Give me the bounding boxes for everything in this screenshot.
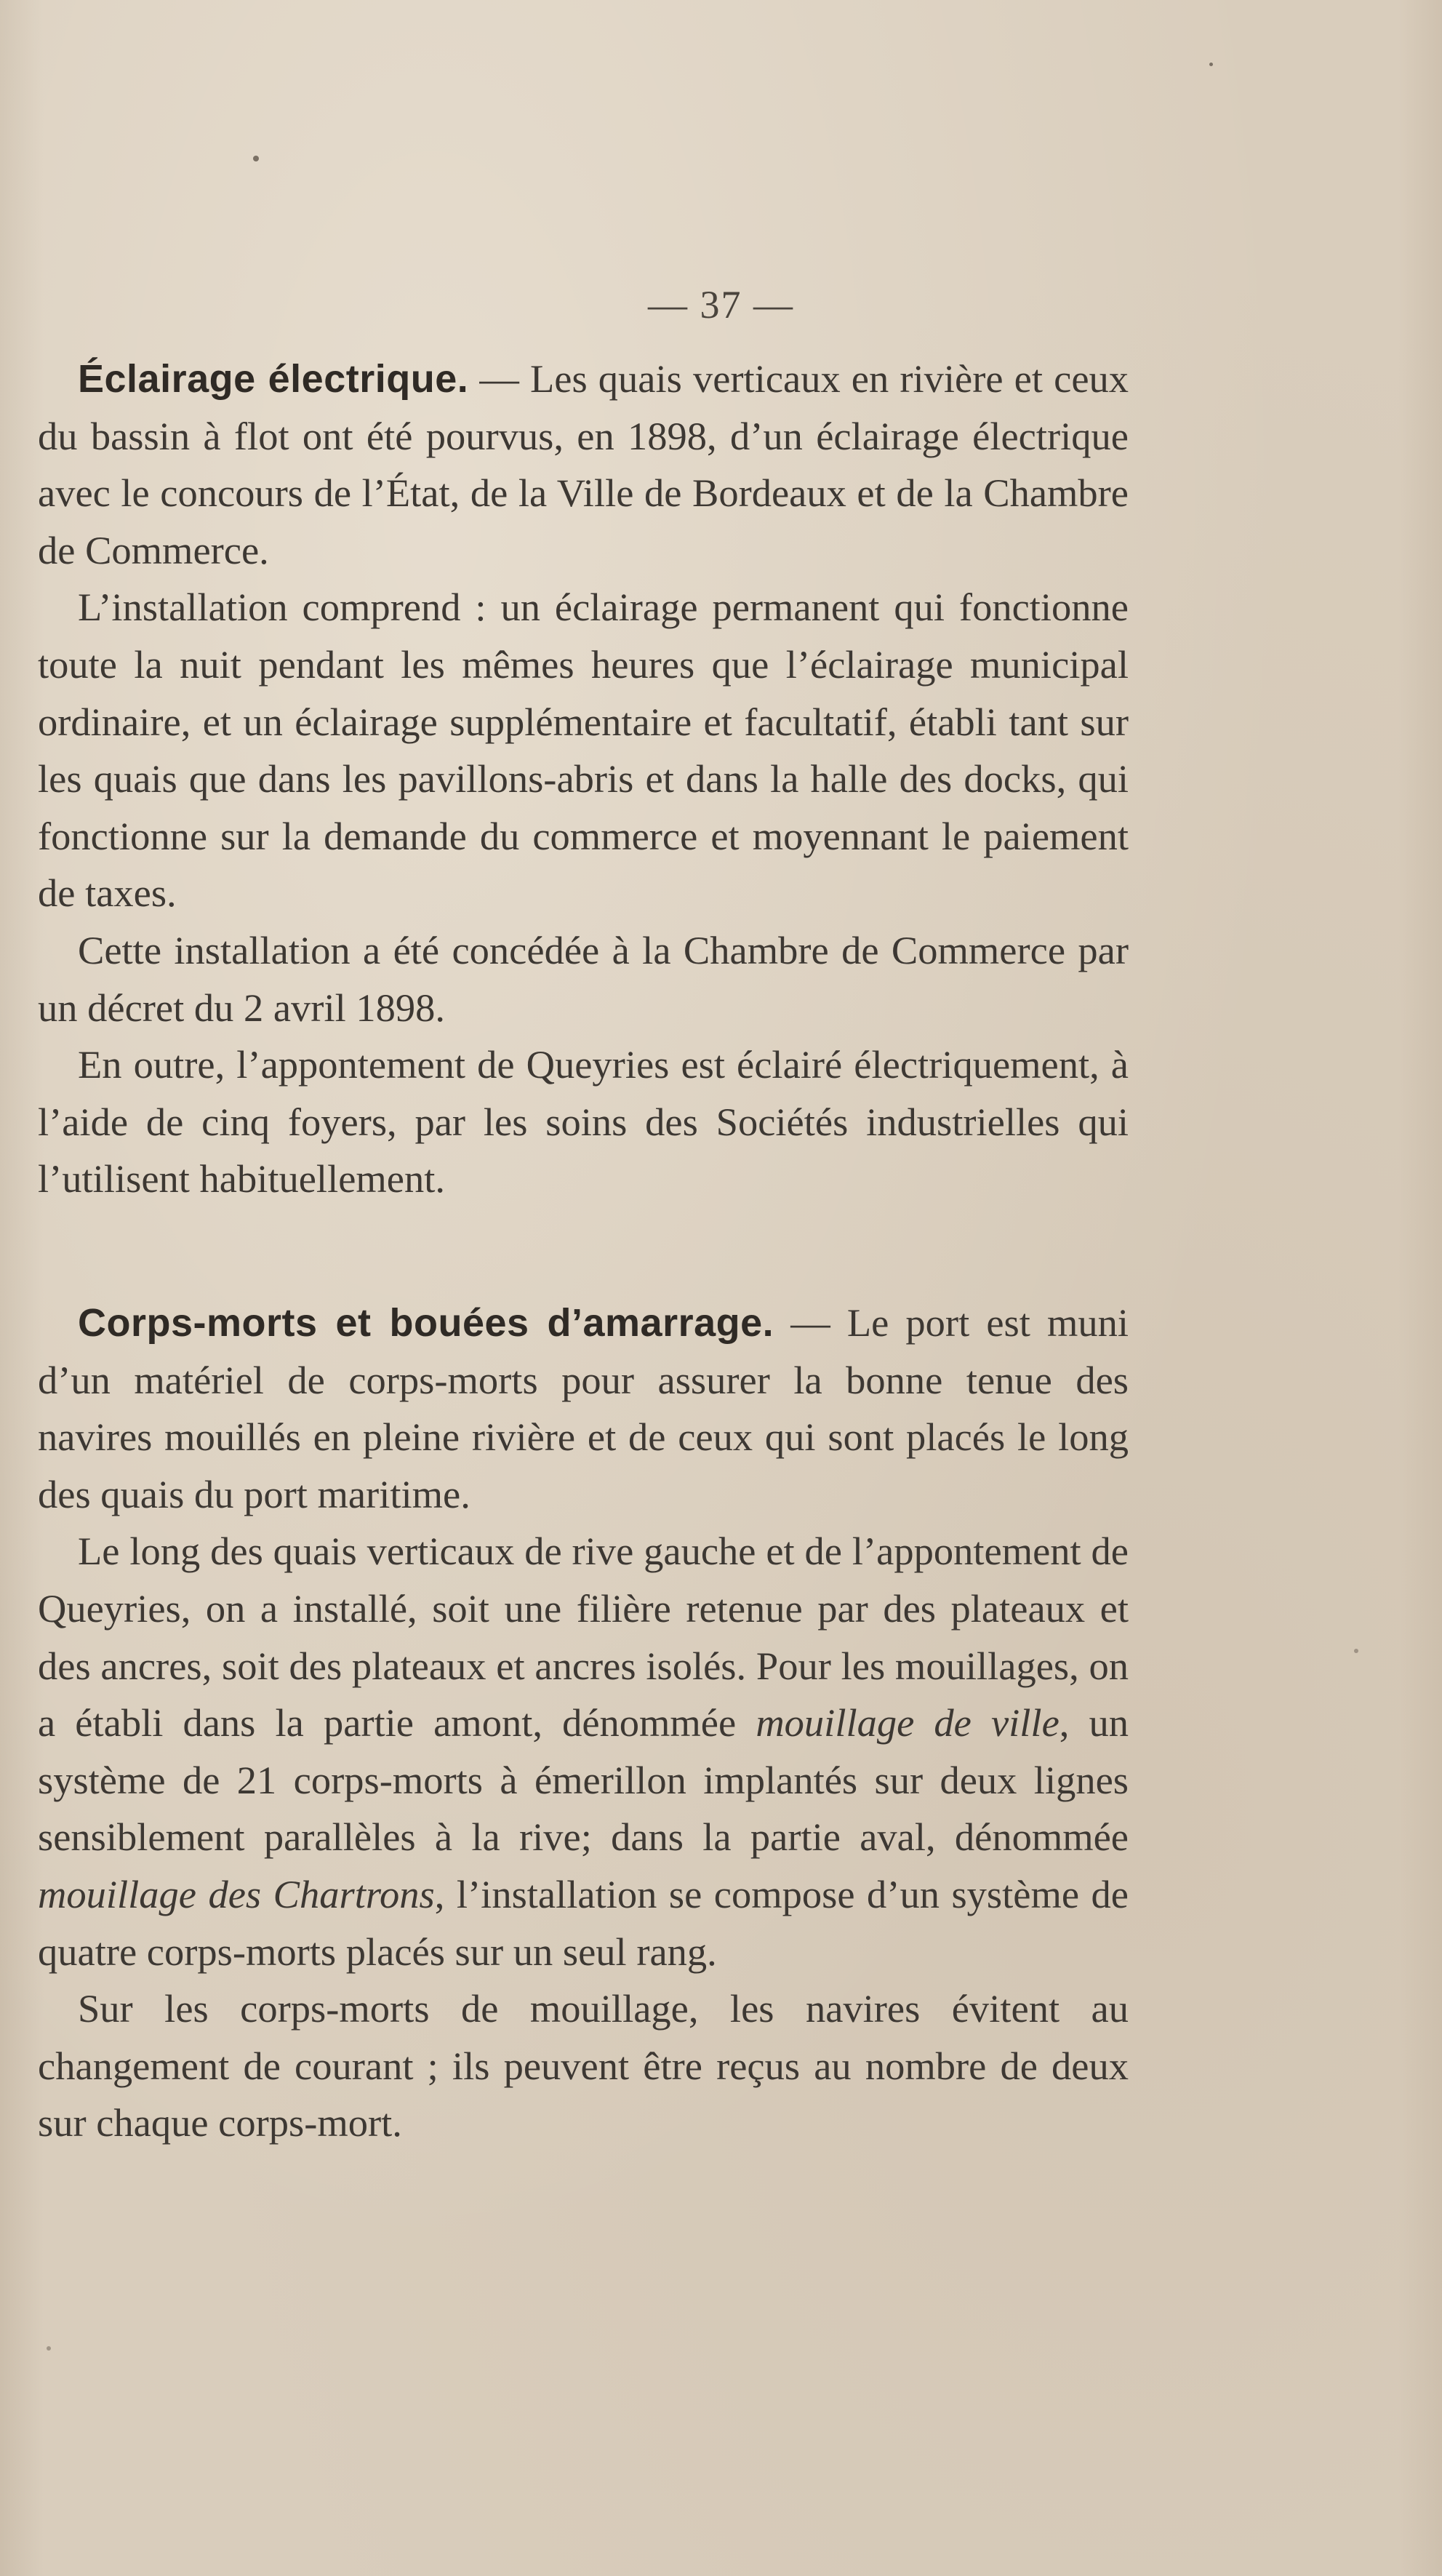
paragraph	[38, 351, 1129, 579]
heading-dash: —	[774, 1300, 847, 1345]
section-heading: Corps-morts et bouées d’amarrage.	[78, 1301, 774, 1345]
section-corps-morts	[38, 1295, 1129, 2152]
paper-speck	[253, 156, 259, 161]
paragraph-text: , l’installation se compose d’un système de quatre corps-morts placés sur un seul rang.	[38, 1871, 1129, 1974]
paragraph	[38, 1523, 1129, 1980]
heading-dash: —	[468, 356, 530, 401]
paper-speck	[1209, 63, 1213, 66]
paragraph	[38, 1295, 1129, 1523]
page-number: — 37 —	[648, 283, 794, 327]
paragraph: Cette installation a été concédée à la Chambre de Commerce par un décret du 2 avril 1898.	[38, 927, 1129, 1030]
paragraph-text: Le long des quais verticaux de rive gauche et de l’appontement de Queyries, on a installé, soit une filière retenue par des plateaux et des ancres, soit des plateaux et ancres isolés. Pour les mouillages, on a établi dans la partie amont, dénommée	[38, 1529, 1129, 1745]
paper-speck	[1354, 1649, 1358, 1653]
section-heading: Éclairage électrique.	[78, 357, 469, 401]
italic-term: mouillage des Chartrons	[38, 1871, 435, 1916]
paragraph-text: Les quais verticaux en rivière et ceux du bassin à flot ont été pourvus, en 1898, d’un éclairage électrique avec le concours de l’État, de la Ville de Bordeaux et de la Chambre de Commerce.	[38, 356, 1129, 572]
paragraph: Sur les corps-morts de mouillage, les navires évitent au changement de courant ; ils peuvent être reçus au nombre de deux sur chaque corps-mort.	[38, 1986, 1129, 2145]
paper-speck	[47, 2346, 51, 2351]
paragraph: L’installation comprend : un éclairage permanent qui fonctionne toute la nuit pendant les mêmes heures que l’éclairage municipal ordinaire, et un éclairage supplémentaire et facultatif, établi tant sur les quais que dans les pavillons-abris et dans la halle des docks, qui fonctionne sur la demande du commerce et moyennant le paiement de taxes.	[38, 585, 1129, 916]
italic-term: mouillage de ville	[756, 1700, 1060, 1745]
paragraph: En outre, l’appontement de Queyries est éclairé électriquement, à l’aide de cinq foyers, par les soins des Sociétés industrielles qui l’utilisent habituellement.	[38, 1042, 1129, 1201]
section-eclairage-electrique	[38, 351, 1129, 1208]
paragraph-text: , un système de 21 corps-morts à émerillon implantés sur deux lignes sensiblement parallèles à la rive; dans la partie aval, dénommée	[38, 1700, 1129, 1860]
paragraph-text: Le port est muni d’un matériel de corps-morts pour assurer la bonne tenue des navires mouillés en pleine rivière et de ceux qui sont placés le long des quais du port maritime.	[38, 1300, 1129, 1516]
